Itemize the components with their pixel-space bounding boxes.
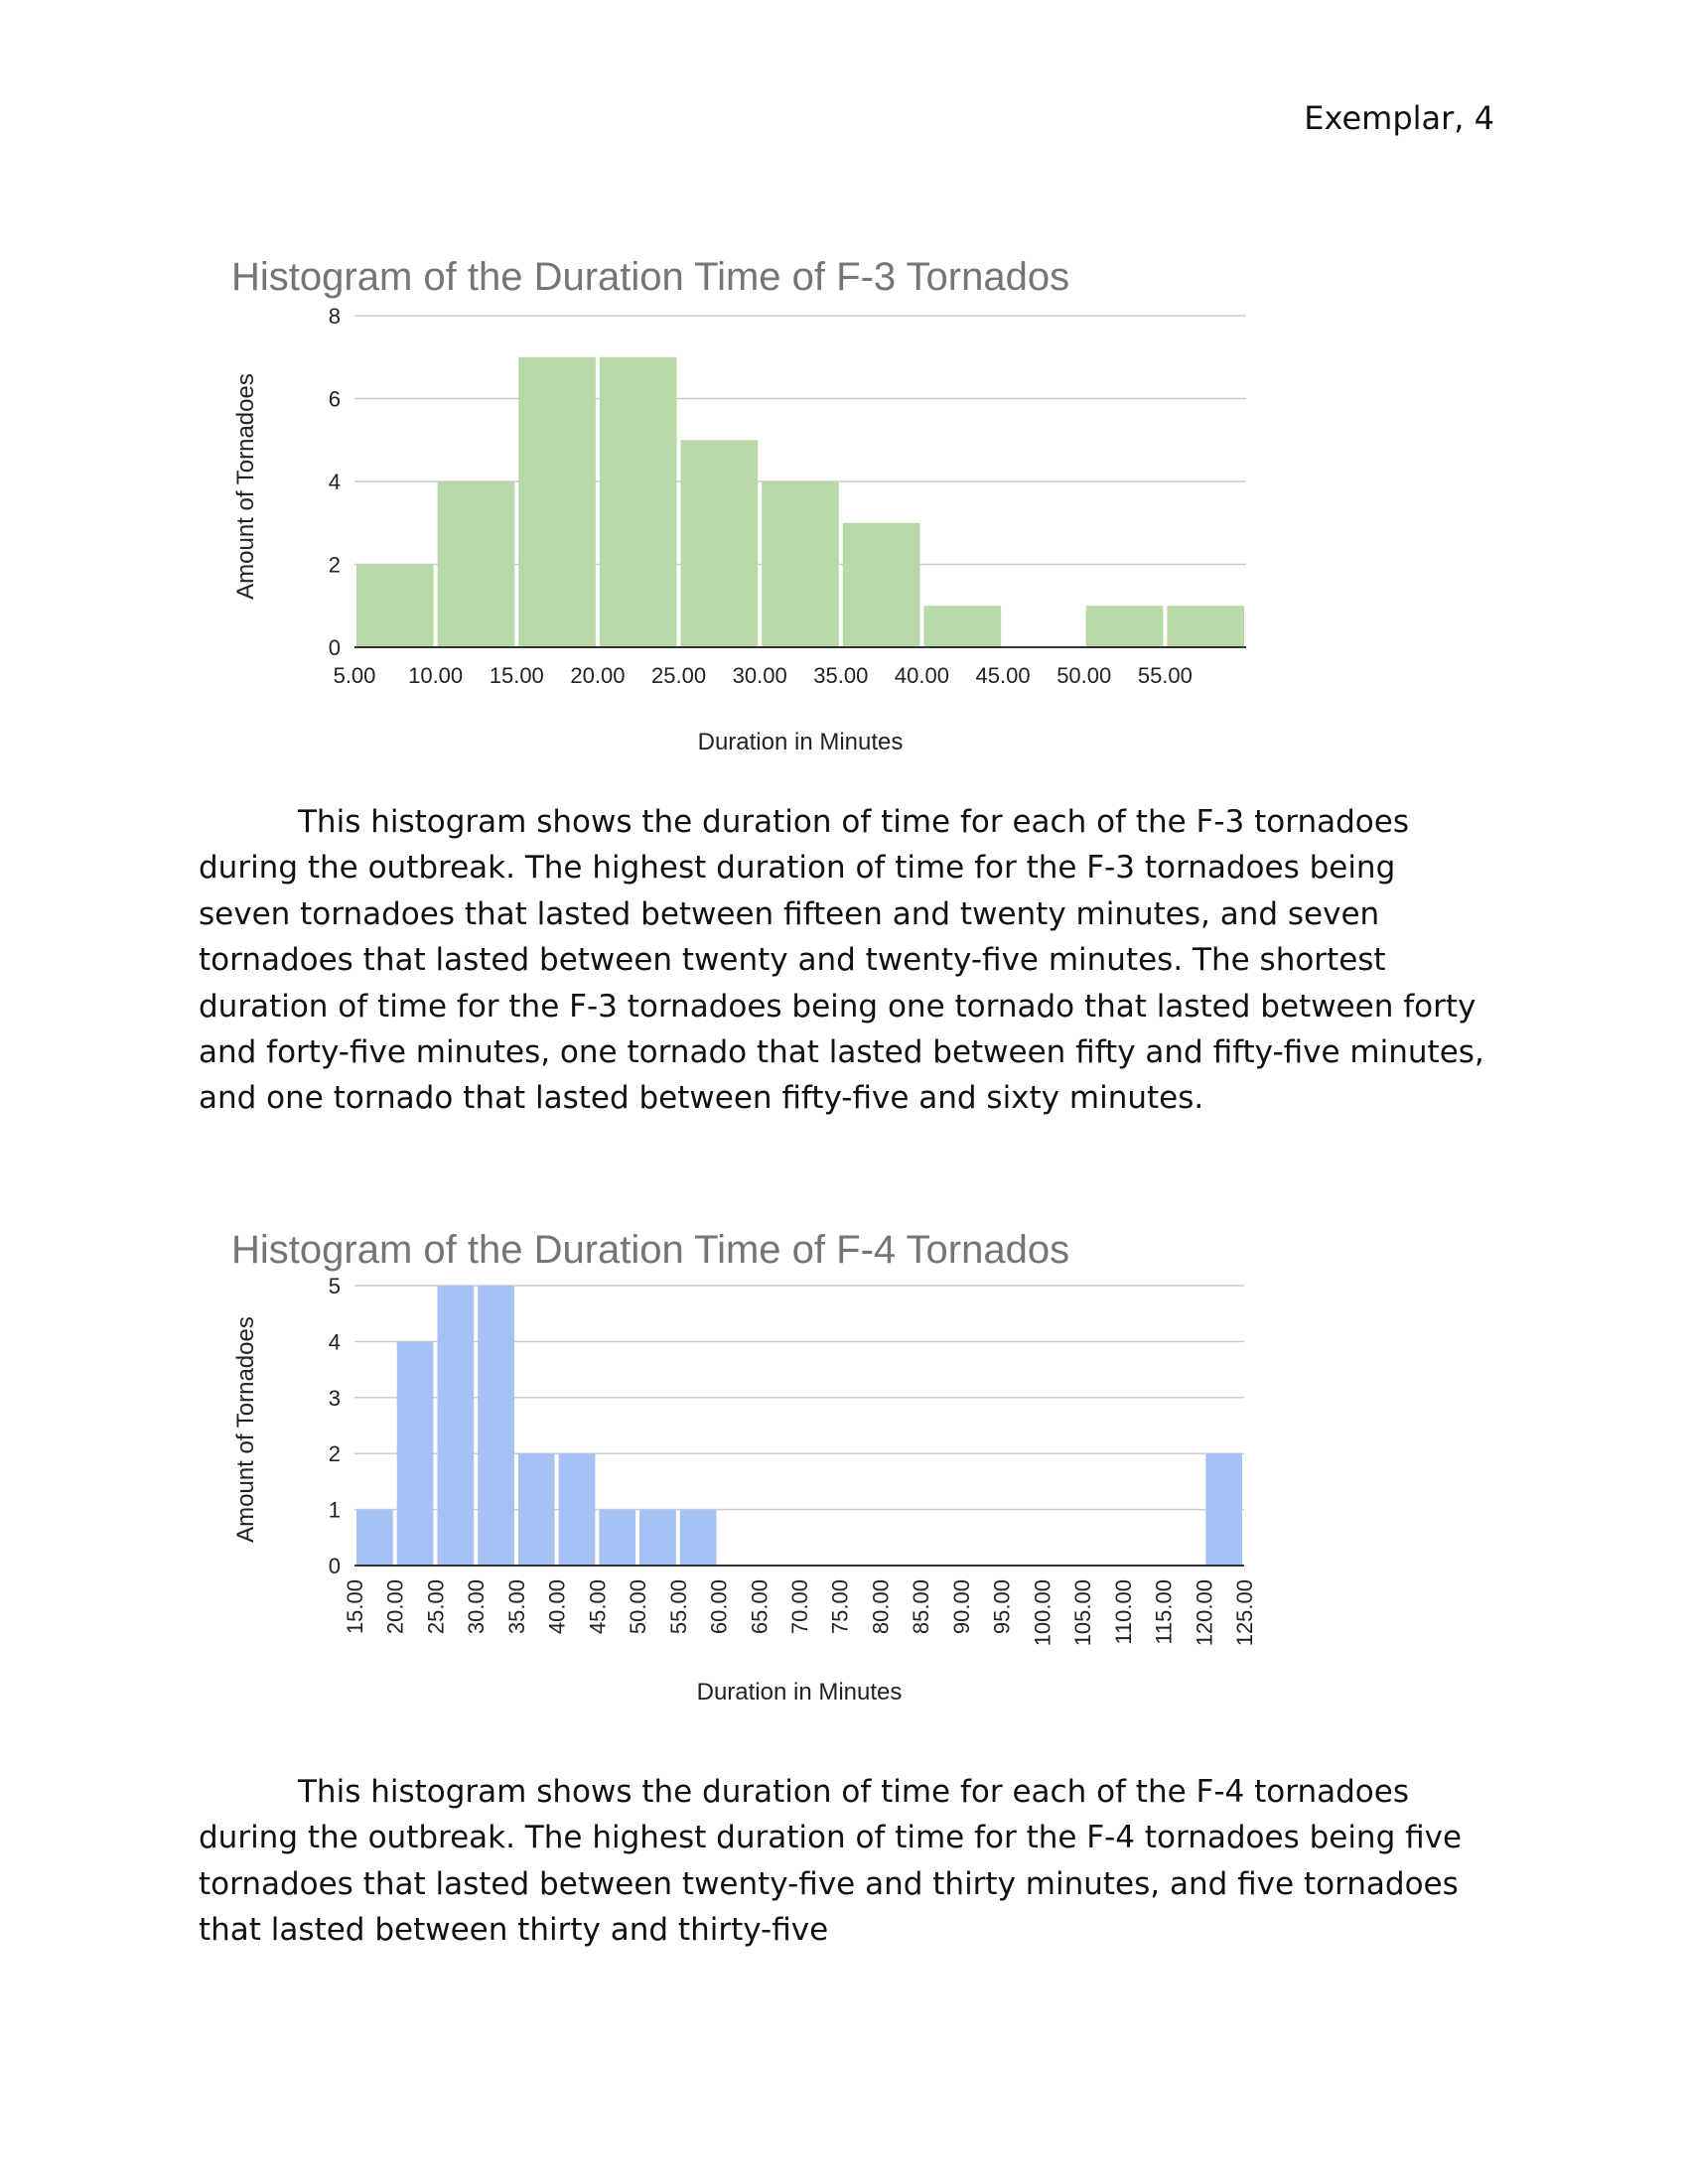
c1-x-tick-label: 90.00 <box>948 1579 974 1635</box>
c0-y-tick-label: 6 <box>328 386 341 412</box>
c0-x-axis-label: Duration in Minutes <box>697 729 904 755</box>
f3-description: This histogram shows the duration of time for each of the F-3 tornadoes during the outbreak. The highest duration of time for the F-3 tornadoes being seven tornadoes that lasted between fifteen and twenty minutes, and seven tornadoes that lasted between twenty and twenty-five minutes. The shortest duration of time for the F-3 tornadoes being one tornado that lasted between forty and forty-five minutes, one tornado that lasted between fifty and fifty-five minutes, and one tornado that lasted between fifty-five and sixty minutes. <box>199 804 1484 1117</box>
c1-x-tick-label: 15.00 <box>343 1579 367 1635</box>
c1-y-tick-label: 0 <box>328 1554 341 1578</box>
c1-x-tick-label: 125.00 <box>1232 1579 1257 1647</box>
c1-x-tick-label: 20.00 <box>382 1579 408 1635</box>
c1-bar <box>639 1510 676 1566</box>
f3-histogram <box>0 218 1688 774</box>
c1-x-tick-label: 60.00 <box>706 1579 732 1635</box>
f4-histogram-svg <box>0 1191 1688 1747</box>
c1-x-tick-label: 120.00 <box>1192 1579 1217 1647</box>
c1-y-tick-label: 5 <box>328 1274 341 1298</box>
c1-y-tick-label: 4 <box>328 1329 341 1355</box>
c1-y-tick-label: 3 <box>328 1385 341 1411</box>
c1-y-tick-label: 1 <box>328 1497 341 1523</box>
c1-x-tick-label: 30.00 <box>464 1579 490 1635</box>
c1-x-axis-label: Duration in Minutes <box>696 1679 903 1706</box>
c0-title: Histogram of the Duration Time of F-3 Tornados <box>231 255 1070 299</box>
c0-bar <box>356 565 434 648</box>
c1-x-tick-label: 75.00 <box>827 1579 853 1635</box>
c1-x-tick-label: 25.00 <box>423 1579 449 1635</box>
f4-description: This histogram shows the duration of time for each of the F-4 tornadoes during the outbreak. The highest duration of time for the F-4 tornadoes being five tornadoes that lasted between twenty-five and thirty minutes, and five tornadoes that lasted between thirty and thirty-five <box>199 1774 1463 1949</box>
c1-bar <box>518 1453 555 1566</box>
c0-y-axis-label: Amount of Tornadoes <box>232 373 259 600</box>
c1-x-tick-label: 65.00 <box>747 1579 773 1635</box>
c0-y-tick-label: 0 <box>328 635 341 660</box>
c0-bar <box>1167 606 1244 647</box>
c1-bar <box>478 1286 514 1566</box>
c1-x-tick-label: 80.00 <box>868 1579 894 1635</box>
c1-y-tick-label: 2 <box>328 1441 341 1467</box>
f4-histogram <box>0 1191 1688 1747</box>
c0-x-tick-label: 40.00 <box>894 663 949 688</box>
c0-x-tick-label: 30.00 <box>732 663 787 688</box>
c0-bar <box>1086 606 1164 647</box>
c1-x-tick-label: 115.00 <box>1151 1579 1177 1645</box>
c1-bar <box>680 1510 717 1566</box>
page-header: Exemplar, 4 <box>1304 99 1494 137</box>
c0-bar <box>843 523 920 647</box>
c1-x-tick-label: 105.00 <box>1070 1579 1096 1647</box>
c1-bar <box>559 1453 596 1566</box>
c1-x-tick-label: 55.00 <box>665 1579 691 1635</box>
c1-bar <box>356 1510 393 1566</box>
c1-bar <box>599 1510 635 1566</box>
c1-x-tick-label: 85.00 <box>909 1579 934 1635</box>
c0-bar <box>600 357 677 647</box>
c1-y-axis-label: Amount of Tornadoes <box>232 1316 259 1543</box>
c0-bar <box>518 357 596 647</box>
c0-bar <box>438 481 515 647</box>
c1-x-tick-label: 45.00 <box>585 1579 611 1635</box>
c0-bar <box>681 440 759 647</box>
c0-x-tick-label: 25.00 <box>651 663 707 688</box>
c0-x-tick-label: 45.00 <box>975 663 1031 688</box>
c1-bar <box>1205 1453 1242 1566</box>
f3-histogram-svg <box>0 218 1688 774</box>
c0-bar <box>762 481 839 647</box>
c1-x-tick-label: 100.00 <box>1030 1579 1055 1647</box>
c1-bar <box>437 1286 474 1566</box>
c1-bar <box>397 1341 434 1566</box>
c1-title: Histogram of the Duration Time of F-4 Tornados <box>231 1228 1070 1272</box>
c1-x-tick-label: 70.00 <box>787 1579 812 1635</box>
c1-x-tick-label: 50.00 <box>626 1579 651 1635</box>
c0-x-tick-label: 50.00 <box>1056 663 1112 688</box>
c1-x-tick-label: 40.00 <box>544 1579 570 1635</box>
c0-y-tick-label: 2 <box>328 552 341 578</box>
c0-bar <box>923 606 1001 647</box>
c0-x-tick-label: 35.00 <box>813 663 869 688</box>
c1-x-tick-label: 110.00 <box>1110 1579 1136 1645</box>
c0-y-tick-label: 4 <box>328 470 341 494</box>
c0-x-tick-label: 20.00 <box>570 663 626 688</box>
c0-x-tick-label: 10.00 <box>408 663 464 688</box>
c0-x-tick-label: 55.00 <box>1137 663 1193 688</box>
c0-x-tick-label: 15.00 <box>489 663 544 688</box>
c1-x-tick-label: 95.00 <box>989 1579 1015 1635</box>
c1-x-tick-label: 35.00 <box>503 1579 529 1635</box>
c0-x-tick-label: 5.00 <box>333 663 376 688</box>
c0-y-tick-label: 8 <box>328 304 341 329</box>
